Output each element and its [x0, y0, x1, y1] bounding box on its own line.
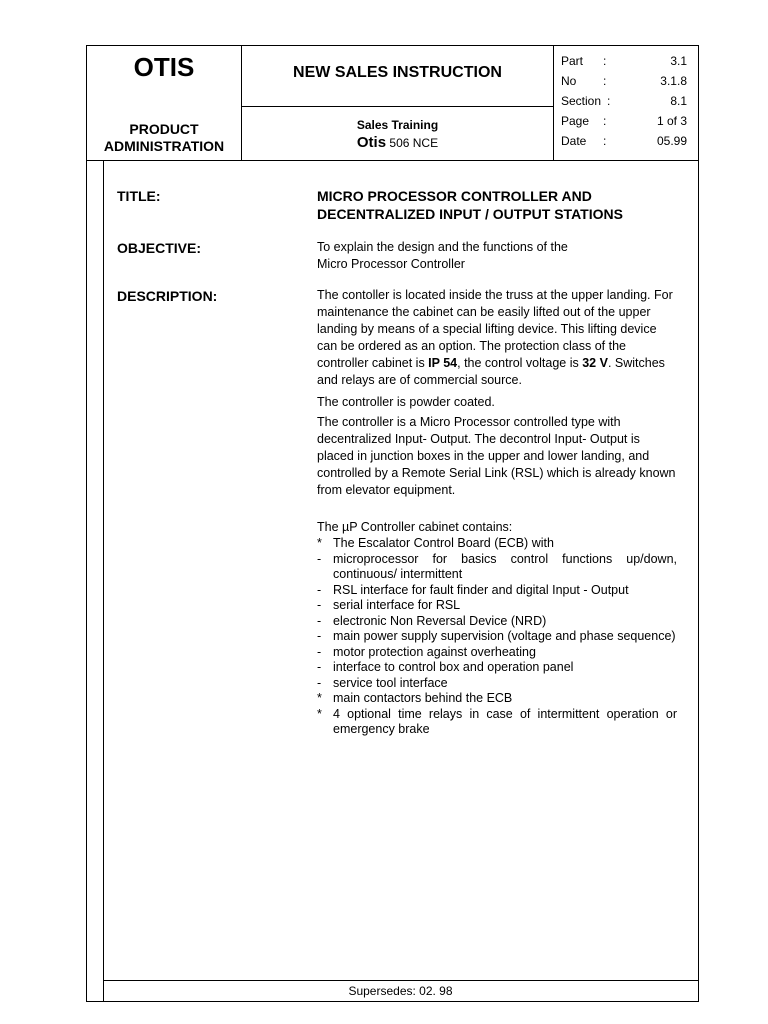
contains-list — [317, 536, 677, 738]
list-item: - electronic Non Reversal Device (NRD) — [317, 613, 547, 628]
description-paragraph-1: The contoller is located inside the truss at the upper landing. For maintenance the cabinet can be easily lifted out of the upper landing by means of a special lifting device. This lifting device can be ordered as an option. The protection class of the controller cabinet is IP 54, the control voltage is 32 V. Switches and relays are of commercial source. — [317, 288, 673, 387]
list-item: - serial interface for RSL — [317, 598, 461, 612]
product-name — [242, 134, 553, 151]
document-title — [317, 187, 677, 223]
meta-section: Section : 8.1 — [561, 94, 687, 108]
list-item: - interface to control box and operation panel — [317, 660, 574, 674]
list-item: - RSL interface for fault finder and digital Input - Output — [317, 582, 629, 597]
objective-text — [317, 239, 677, 273]
company-name: OTIS — [133, 52, 195, 82]
control-voltage: 32 V — [582, 356, 608, 370]
list-item: - main power supply supervision (voltage and phase sequence) — [317, 629, 676, 643]
description-paragraph-3: The controller is a Micro Processor controlled type with decentralized Input- Output. The decontrol Input- Output is placed in junction boxes in the upper and lower landing, and controlled by a Remote Serial Link (RSL) which is already known from elevator equipment. — [317, 415, 676, 497]
header-mid-rule — [241, 106, 553, 107]
department-name: PRODUCT ADMINISTRATION — [103, 121, 225, 154]
objective-line-2: Micro Processor Controller — [317, 257, 465, 271]
footer-rule — [103, 980, 699, 981]
title-line-2: DECENTRALIZED INPUT / OUTPUT STATIONS — [317, 206, 623, 222]
list-item: - motor protection against overheating — [317, 644, 536, 659]
product-brand: Otis — [356, 134, 387, 151]
list-item: * 4 optional time relays in case of intermittent operation or emergency brake — [317, 706, 677, 736]
contains-intro: The µP Controller cabinet contains: — [317, 520, 513, 534]
list-item: * main contactors behind the ECB — [317, 691, 513, 705]
product-model: 506 NCE — [389, 136, 439, 150]
document-type: NEW SALES INSTRUCTION — [293, 64, 502, 81]
meta-date: Date : 05.99 — [561, 134, 687, 148]
title-label: TITLE: — [117, 188, 161, 204]
objective-label: OBJECTIVE: — [117, 240, 202, 256]
supersedes-note: Supersedes: 02. 98 — [348, 984, 453, 998]
description-label: DESCRIPTION: — [117, 288, 218, 304]
protection-class: IP 54 — [428, 356, 458, 370]
header-bottom-rule — [86, 160, 699, 161]
list-item: - service tool interface — [317, 675, 448, 690]
margin-rule — [103, 160, 104, 1002]
training-label: Sales Training — [356, 118, 439, 132]
title-line-1: MICRO PROCESSOR CONTROLLER AND — [317, 188, 592, 204]
meta-page: Page : 1 of 3 — [561, 114, 687, 128]
header-divider-right — [553, 45, 554, 160]
list-item: - microprocessor for basics control functions up/down, continuous/ intermittent — [317, 551, 677, 581]
meta-no: No : 3.1.8 — [561, 74, 687, 88]
description-paragraph-2: The controller is powder coated. — [317, 395, 495, 409]
list-item: * The Escalator Control Board (ECB) with — [317, 536, 554, 550]
meta-part: Part : 3.1 — [561, 54, 687, 68]
objective-line-1: To explain the design and the functions of the — [317, 240, 568, 254]
